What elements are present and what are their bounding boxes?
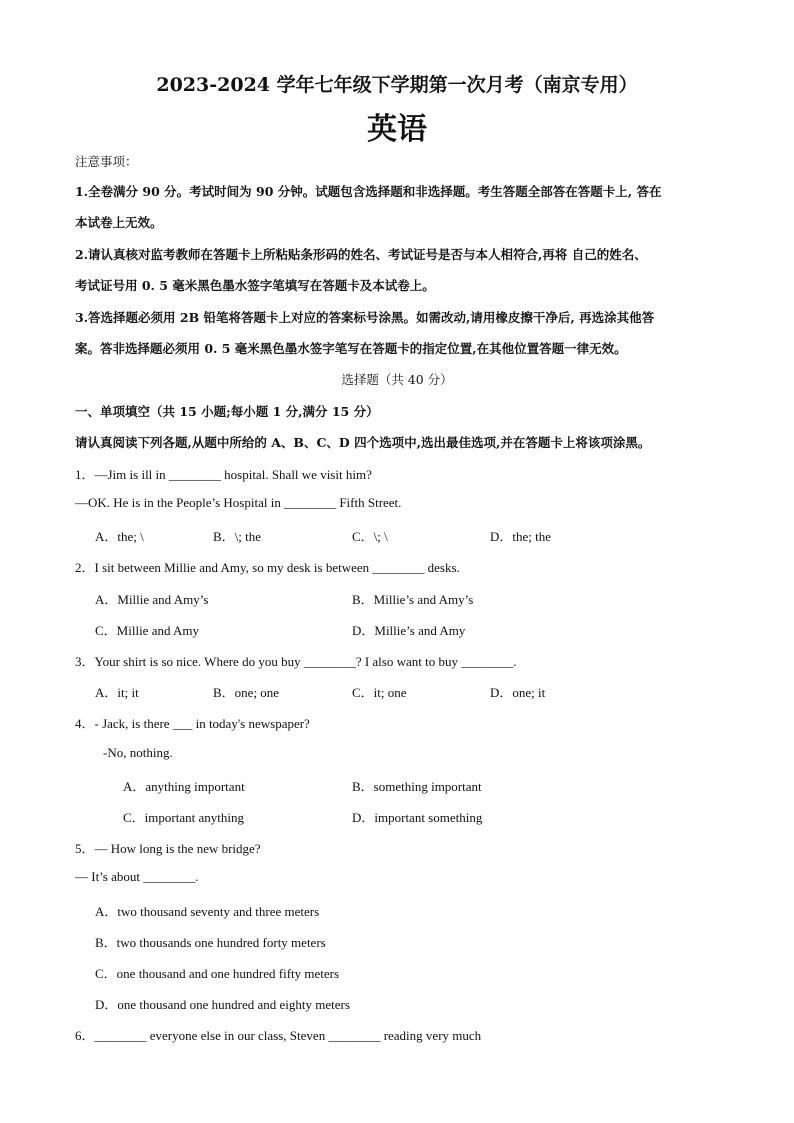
notice-item-3-line-2: 案。答非选择题必须用 0. 5 毫米黑色墨水签字笔写在答题卡的指定位置,在其他位置答题一律无效。 xyxy=(75,341,627,356)
question-4-stem: 4．- Jack, is there ___ in today's newspaper? xyxy=(75,716,310,731)
question-5-option-b: B．two thousands one hundred forty meters xyxy=(95,935,326,950)
question-2-option-d: D．Millie’s and Amy xyxy=(352,623,466,638)
question-5-stem: 5．— How long is the new bridge? xyxy=(75,841,261,856)
notice-item-1-line-1: 1.全卷满分 90 分。考试时间为 90 分钟。试题包含选择题和非选择题。考生答题全部答在答题卡上, 答在 xyxy=(75,184,662,199)
question-5-option-a: A．two thousand seventy and three meters xyxy=(95,904,320,919)
notice-item-3-line-1: 3.答选择题必须用 2B 铅笔将答题卡上对应的答案标号涂黑。如需改动,请用橡皮擦干净后, 再选涂其他答 xyxy=(75,310,655,325)
exam-title: 2023-2024 学年七年级下学期第一次月考（南京专用） xyxy=(156,74,638,96)
question-3-option-c: C．it; one xyxy=(352,685,407,700)
question-1-stem: 1．—Jim is ill in ________ hospital. Shall we visit him? xyxy=(75,467,372,482)
question-1-option-a: A．the; \ xyxy=(95,529,144,544)
question-3-option-d: D．one; it xyxy=(490,685,546,700)
question-3-option-b: B．one; one xyxy=(213,685,280,700)
question-4-option-a: A．anything important xyxy=(123,779,245,794)
question-5-option-c: C．one thousand and one hundred fifty meters xyxy=(95,966,340,981)
notice-item-1-line-2: 本试卷上无效。 xyxy=(75,215,163,230)
question-3-option-a: A．it; it xyxy=(95,685,139,700)
question-4-option-c: C．important anything xyxy=(123,810,244,825)
question-4-option-d: D．important something xyxy=(352,810,483,825)
question-1-option-d: D．the; the xyxy=(490,529,552,544)
question-2-stem: 2．I sit between Millie and Amy, so my desk is between ________ desks. xyxy=(75,560,460,575)
question-5-stem-2: — It’s about ________. xyxy=(75,869,199,884)
notice-item-2-line-1: 2.请认真核对监考教师在答题卡上所粘贴条形码的姓名、考试证号是否与本人相符合,再将 自己的姓名、 xyxy=(75,247,647,262)
notice-heading: 注意事项： xyxy=(75,154,138,169)
question-1-option-c: C．\; \ xyxy=(352,529,388,544)
question-4-option-b: B．something important xyxy=(352,779,482,794)
question-1-stem-2: —OK. He is in the People’s Hospital in ________ Fifth Street. xyxy=(75,495,402,510)
part-1-title: 一、单项填空（共 15 小题;每小题 1 分,满分 15 分） xyxy=(75,404,379,419)
question-2-option-a: A．Millie and Amy’s xyxy=(95,592,209,607)
part-1-instruction: 请认真阅读下列各题,从题中所给的 A、B、C、D 四个选项中,选出最佳选项,并在答题卡上将该项涂黑。 xyxy=(75,435,651,450)
question-1-option-b: B．\; the xyxy=(213,529,262,544)
question-2-option-b: B．Millie’s and Amy’s xyxy=(352,592,474,607)
question-4-stem-2: -No, nothing. xyxy=(103,745,173,760)
section-heading: 选择题（共 40 分） xyxy=(341,372,453,387)
notice-item-2-line-2: 考试证号用 0. 5 毫米黑色墨水签字笔填写在答题卡及本试卷上。 xyxy=(75,278,435,293)
question-5-option-d: D．one thousand one hundred and eighty meters xyxy=(95,997,350,1012)
question-2-option-c: C．Millie and Amy xyxy=(95,623,200,638)
question-6-stem: 6．________ everyone else in our class, Steven ________ reading very much xyxy=(75,1028,482,1043)
question-3-stem: 3．Your shirt is so nice. Where do you buy ________? I also want to buy ________. xyxy=(75,654,517,669)
subject-title: 英语 xyxy=(367,112,427,147)
